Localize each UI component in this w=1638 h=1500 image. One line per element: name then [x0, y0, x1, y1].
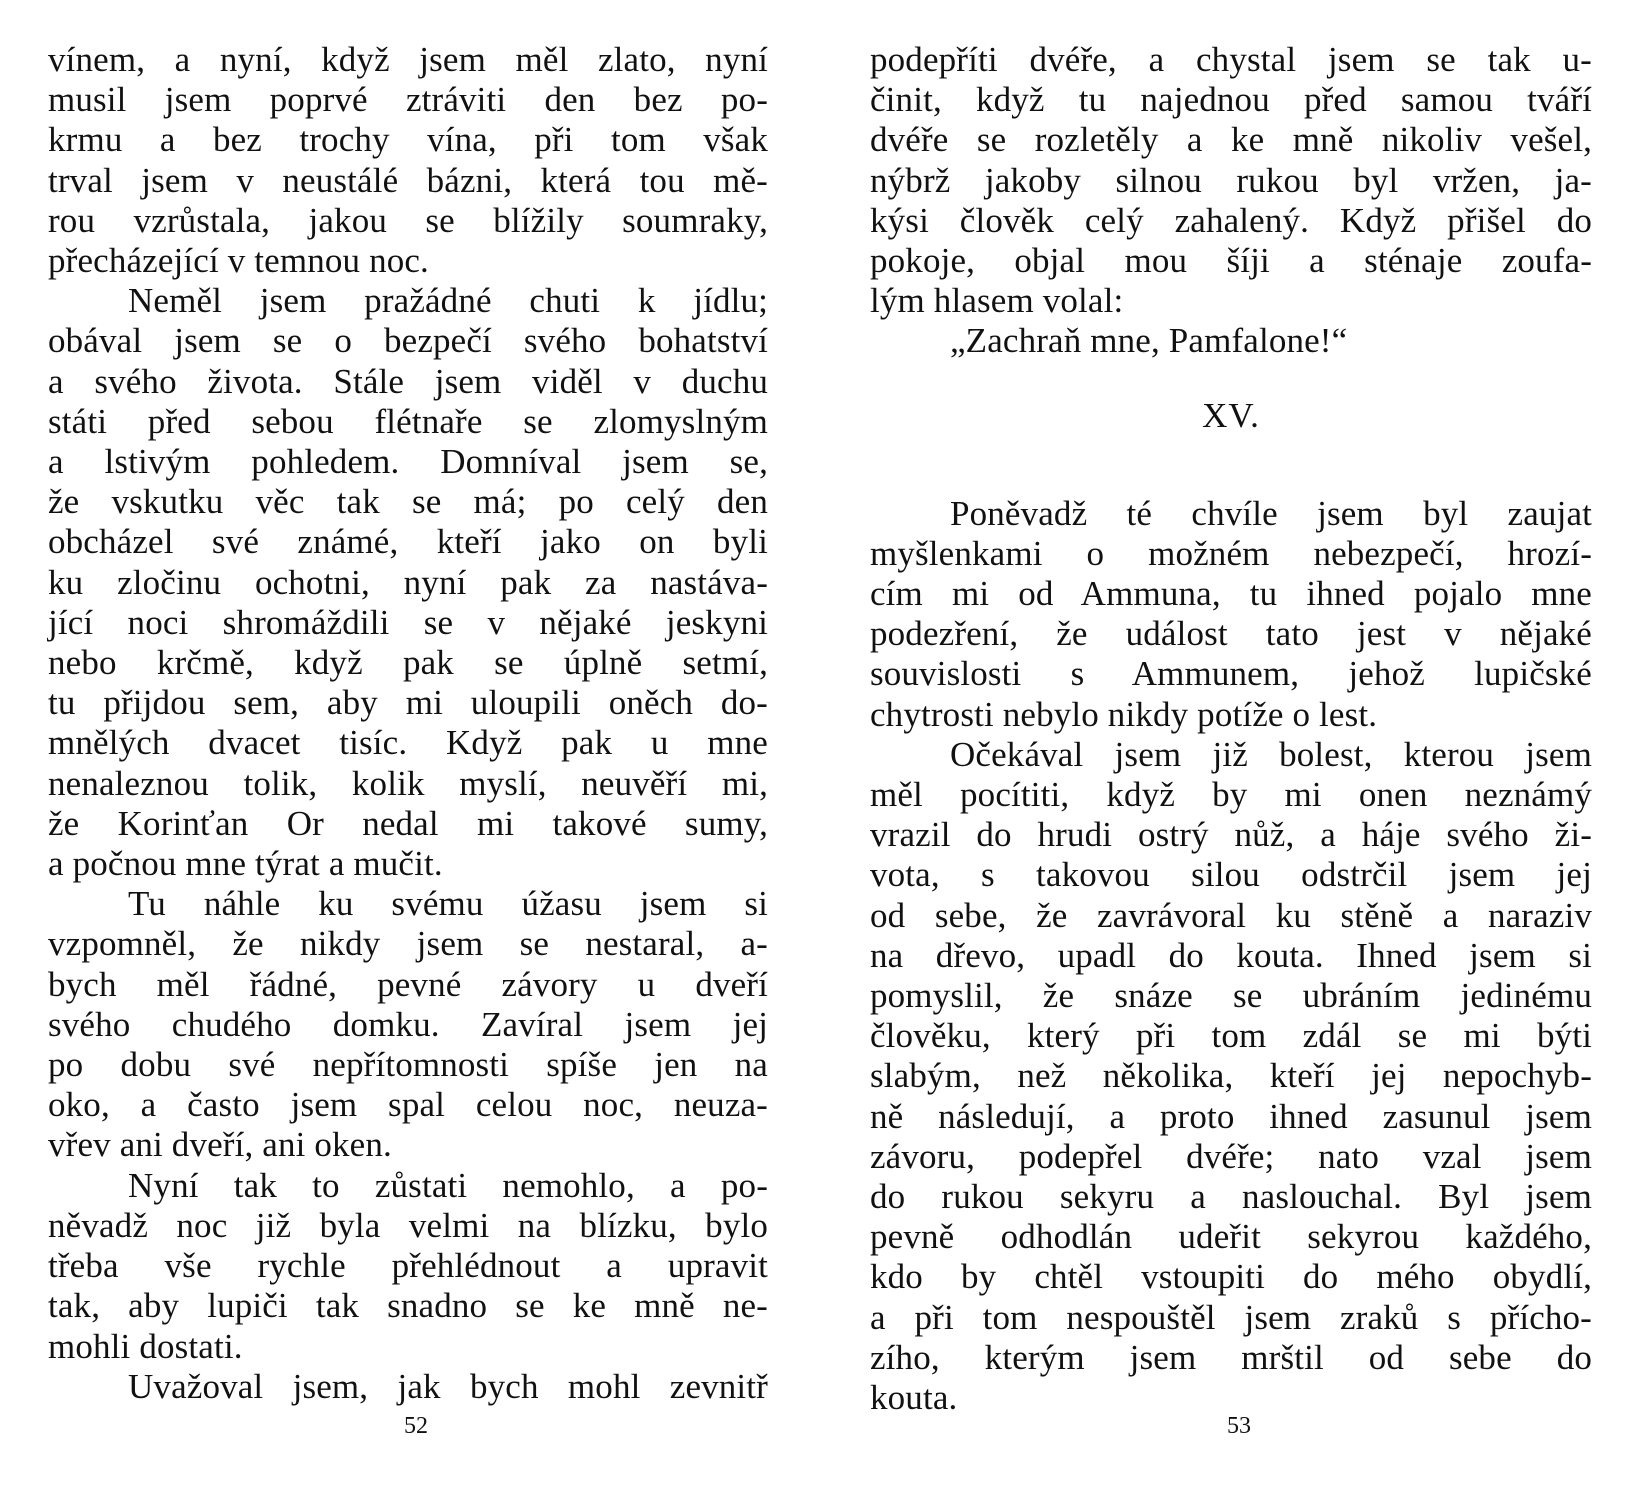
text-line: dvéře se rozletěly a ke mně nikoliv vešel, [870, 120, 1592, 160]
text-line: Tu náhle ku svému úžasu jsem si [128, 884, 768, 924]
text-line: ně následují, a proto ihned zasunul jsem [870, 1096, 1592, 1136]
text-line: nýbrž jakoby silnou rukou byl vržen, ja- [870, 160, 1592, 200]
text-line: Nyní tak to zůstati nemohlo, a po- [128, 1165, 768, 1205]
right-page [870, 40, 1592, 1418]
text-line: po dobu své nepřítomnosti spíše jen na [48, 1045, 768, 1085]
text-line: na dřevo, upadl do kouta. Ihned jsem si [870, 935, 1592, 975]
left-page-text [48, 40, 768, 1407]
text-line: mohli dostati. [48, 1326, 243, 1366]
text-line: svého chudého domku. Zavíral jsem jej [48, 1004, 768, 1044]
left-page [48, 40, 768, 1407]
text-line: trval jsem v neustálé bázni, která tou mě- [48, 160, 768, 200]
text-line: cím mi od Ammuna, tu ihned pojalo mne [870, 574, 1592, 614]
text-line: podezření, že událost tato jest v nějaké [870, 614, 1592, 654]
text-line: nebo krčmě, když pak se úplně setmí, [48, 643, 768, 683]
text-line: kýsi člověk celý zahalený. Když přišel do [870, 200, 1592, 240]
text-line: něvadž noc již byla velmi na blízku, bylo [48, 1205, 768, 1245]
text-line: vrazil do hrudi ostrý nůž, a háje svého ži- [870, 815, 1592, 855]
text-line: měl pocítiti, když by mi onen neznámý [870, 775, 1592, 815]
quoted-exclamation: „Zachraň mne, Pamfalone!“ [950, 321, 1348, 361]
text-line: závoru, podepřel dvéře; nato vzal jsem [870, 1136, 1592, 1176]
text-line: pomyslil, že snáze se ubráním jedinému [870, 976, 1592, 1016]
text-line: oko, a často jsem spal celou noc, neuza- [48, 1085, 768, 1125]
text-line: kdo by chtěl vstoupiti do mého obydlí, [870, 1257, 1592, 1297]
text-line: nenaleznou tolik, kolik myslí, neuvěří mi, [48, 763, 768, 803]
text-line: musil jsem poprvé ztráviti den bez po- [48, 80, 768, 120]
text-line: tak, aby lupiči tak snadno se ke mně ne- [48, 1286, 768, 1326]
text-line: a počnou mne týrat a mučit. [48, 844, 443, 884]
right-page-text-bottom [870, 494, 1592, 1419]
text-line: Uvažoval jsem, jak bych mohl zevnitř [128, 1366, 768, 1406]
text-line: podepříti dvéře, a chystal jsem se tak u- [870, 40, 1592, 79]
text-line: a při tom nespouštěl jsem zraků s přícho- [870, 1297, 1592, 1337]
text-line: pevně odhodlán udeřit sekyrou každého, [870, 1217, 1592, 1257]
text-line: krmu a bez trochy vína, při tom však [48, 120, 768, 160]
text-line: Očekával jsem již bolest, kterou jsem [950, 734, 1592, 774]
text-line: přecházející v temnou noc. [48, 241, 429, 281]
text-line: bych měl řádné, pevné závory u dveří [48, 964, 768, 1004]
text-line: státi před sebou flétnaře se zlomyslným [48, 401, 768, 441]
text-line: že vskutku věc tak se má; po celý den [48, 482, 768, 522]
text-line: myšlenkami o možném nebezpečí, hrozí- [870, 533, 1592, 573]
text-line: vzpomněl, že nikdy jsem se nestaral, a- [48, 924, 768, 964]
text-line: obával jsem se o bezpečí svého bohatství [48, 321, 768, 361]
text-line: že Korinťan Or nedal mi takové sumy, [48, 803, 768, 843]
text-line: pokoje, objal mou šíji a sténaje zoufa- [870, 241, 1592, 281]
text-line: mnělých dvacet tisíc. Když pak u mne [48, 723, 768, 763]
text-line: vota, s takovou silou odstrčil jsem jej [870, 855, 1592, 895]
text-line: třeba vše rychle přehlédnout a upravit [48, 1246, 768, 1286]
text-line: činit, když tu najednou před samou tváří [870, 80, 1592, 120]
text-line: zího, kterým jsem mrštil od sebe do [870, 1337, 1592, 1377]
text-line: kouta. [870, 1378, 958, 1418]
text-line: Neměl jsem pražádné chuti k jídlu; [128, 281, 768, 321]
page-number: 52 [404, 1413, 428, 1439]
text-line: lým hlasem volal: [870, 281, 1124, 321]
text-line: jící noci shromáždili se v nějaké jeskyni [48, 602, 768, 642]
text-line: od sebe, že zavrávoral ku stěně a naraziv [870, 895, 1592, 935]
text-line: obcházel své známé, kteří jako on byli [48, 522, 768, 562]
text-line: chytrosti nebylo nikdy potíže o lest. [870, 694, 1378, 734]
text-line: souvislosti s Ammunem, jehož lupičské [870, 654, 1592, 694]
text-line: tu přijdou sem, aby mi uloupili oněch do- [48, 683, 768, 723]
text-line: rou vzrůstala, jakou se blížily soumraky, [48, 200, 768, 240]
text-line: člověku, který při tom zdál se mi býti [870, 1016, 1592, 1056]
text-line: Poněvadž té chvíle jsem byl zaujat [950, 493, 1592, 533]
text-line: vřev ani dveří, ani oken. [48, 1125, 392, 1165]
text-line: do rukou sekyru a naslouchal. Byl jsem [870, 1177, 1592, 1217]
chapter-heading: XV. [1202, 395, 1260, 435]
right-page-text-top [870, 40, 1592, 362]
page-number: 53 [1227, 1413, 1251, 1439]
text-line: ku zločinu ochotni, nyní pak za nastáva- [48, 562, 768, 602]
text-line: a lstivým pohledem. Domníval jsem se, [48, 442, 768, 482]
text-line: vínem, a nyní, když jsem měl zlato, nyní [48, 40, 768, 79]
text-line: a svého života. Stále jsem viděl v duchu [48, 361, 768, 401]
text-line: slabým, než několika, kteří jej nepochyb- [870, 1056, 1592, 1096]
